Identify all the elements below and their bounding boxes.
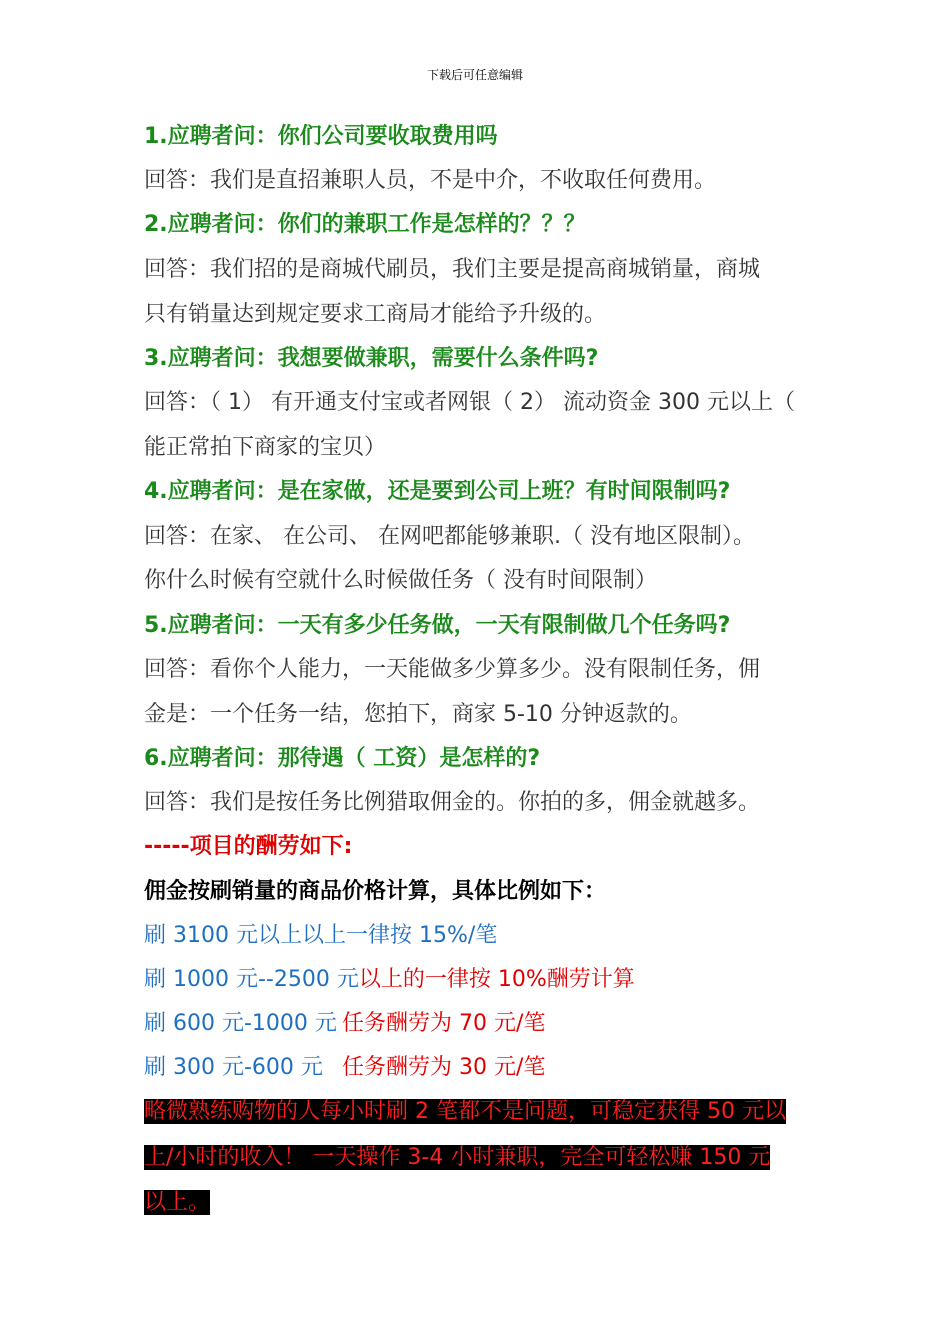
question-5: 5.应聘者问：一天有多少任务做，一天有限制做几个任务吗?	[144, 613, 731, 638]
commission-heading: -----项目的酬劳如下:	[144, 834, 353, 859]
answer-4-line-2: 你什么时候有空就什么时候做任务（ 没有时间限制）	[144, 568, 657, 593]
closing-line-1	[144, 1097, 786, 1127]
tier-2-range: 刷 1000 元--2500 元	[144, 967, 359, 992]
tier-1-range: 刷 3100 元以上以上一律按 15%/笔	[144, 923, 498, 948]
commission-tier-1	[144, 921, 497, 951]
answer-2-line-2: 只有销量达到规定要求工商局才能给予升级的。	[144, 302, 607, 327]
question-2: 2.应聘者问：你们的兼职工作是怎样的？？？	[144, 212, 586, 237]
answer-4-line-1: 回答：在家、 在公司、 在网吧都能够兼职.（ 没有地区限制）。	[144, 524, 755, 549]
closing-line-1-text: 略微熟练购物的人每小时刷 2 笔都不是问题，可稳定获得 50 元以	[144, 1099, 786, 1124]
question-3: 3.应聘者问：我想要做兼职，需要什么条件吗?	[144, 346, 599, 371]
page-header: 下载后可任意编辑	[426, 68, 523, 82]
answer-5-line-1: 回答：看你个人能力，一天能做多少算多少。没有限制任务，佣	[144, 657, 761, 682]
tier-3-range: 刷 600 元-1000 元	[144, 1011, 337, 1036]
closing-line-2-text: 上/小时的收入！ 一天操作 3-4 小时兼职，完全可轻松赚 150 元	[144, 1145, 771, 1170]
commission-intro: 佣金按刷销量的商品价格计算，具体比例如下：	[144, 879, 607, 904]
commission-tier-4	[144, 1053, 545, 1083]
answer-3-line-2: 能正常拍下商家的宝贝）	[144, 435, 387, 460]
question-6: 6.应聘者问：那待遇（ 工资）是怎样的?	[144, 746, 541, 771]
closing-line-3	[144, 1188, 210, 1218]
answer-1-line-1: 回答：我们是直招兼职人员，不是中介，不收取任何费用。	[144, 168, 717, 193]
commission-tier-3	[144, 1009, 545, 1039]
question-4: 4.应聘者问：是在家做，还是要到公司上班？有时间限制吗?	[144, 479, 731, 504]
commission-tier-2	[144, 965, 635, 995]
question-1: 1.应聘者问：你们公司要收取费用吗	[144, 124, 498, 149]
tier-3-reward: 任务酬劳为 70 元/笔	[342, 1011, 546, 1036]
tier-4-reward: 任务酬劳为 30 元/笔	[342, 1055, 546, 1080]
answer-2-line-1: 回答：我们招的是商城代刷员，我们主要是提高商城销量，商城	[144, 257, 761, 282]
answer-6-line-1: 回答：我们是按任务比例猎取佣金的。你拍的多，佣金就越多。	[144, 790, 761, 815]
closing-line-3-text: 以上。	[144, 1190, 211, 1215]
answer-3-line-1: 回答：（ 1） 有开通支付宝或者网银（ 2） 流动资金 300 元以上（	[144, 390, 795, 415]
answer-5-line-2: 金是：一个任务一结，您拍下，商家 5-10 分钟返款的。	[144, 702, 692, 727]
closing-line-2	[144, 1143, 770, 1173]
tier-4-range: 刷 300 元-600 元	[144, 1055, 323, 1080]
tier-2-reward: 以上的一律按 10%酬劳计算	[358, 967, 635, 992]
